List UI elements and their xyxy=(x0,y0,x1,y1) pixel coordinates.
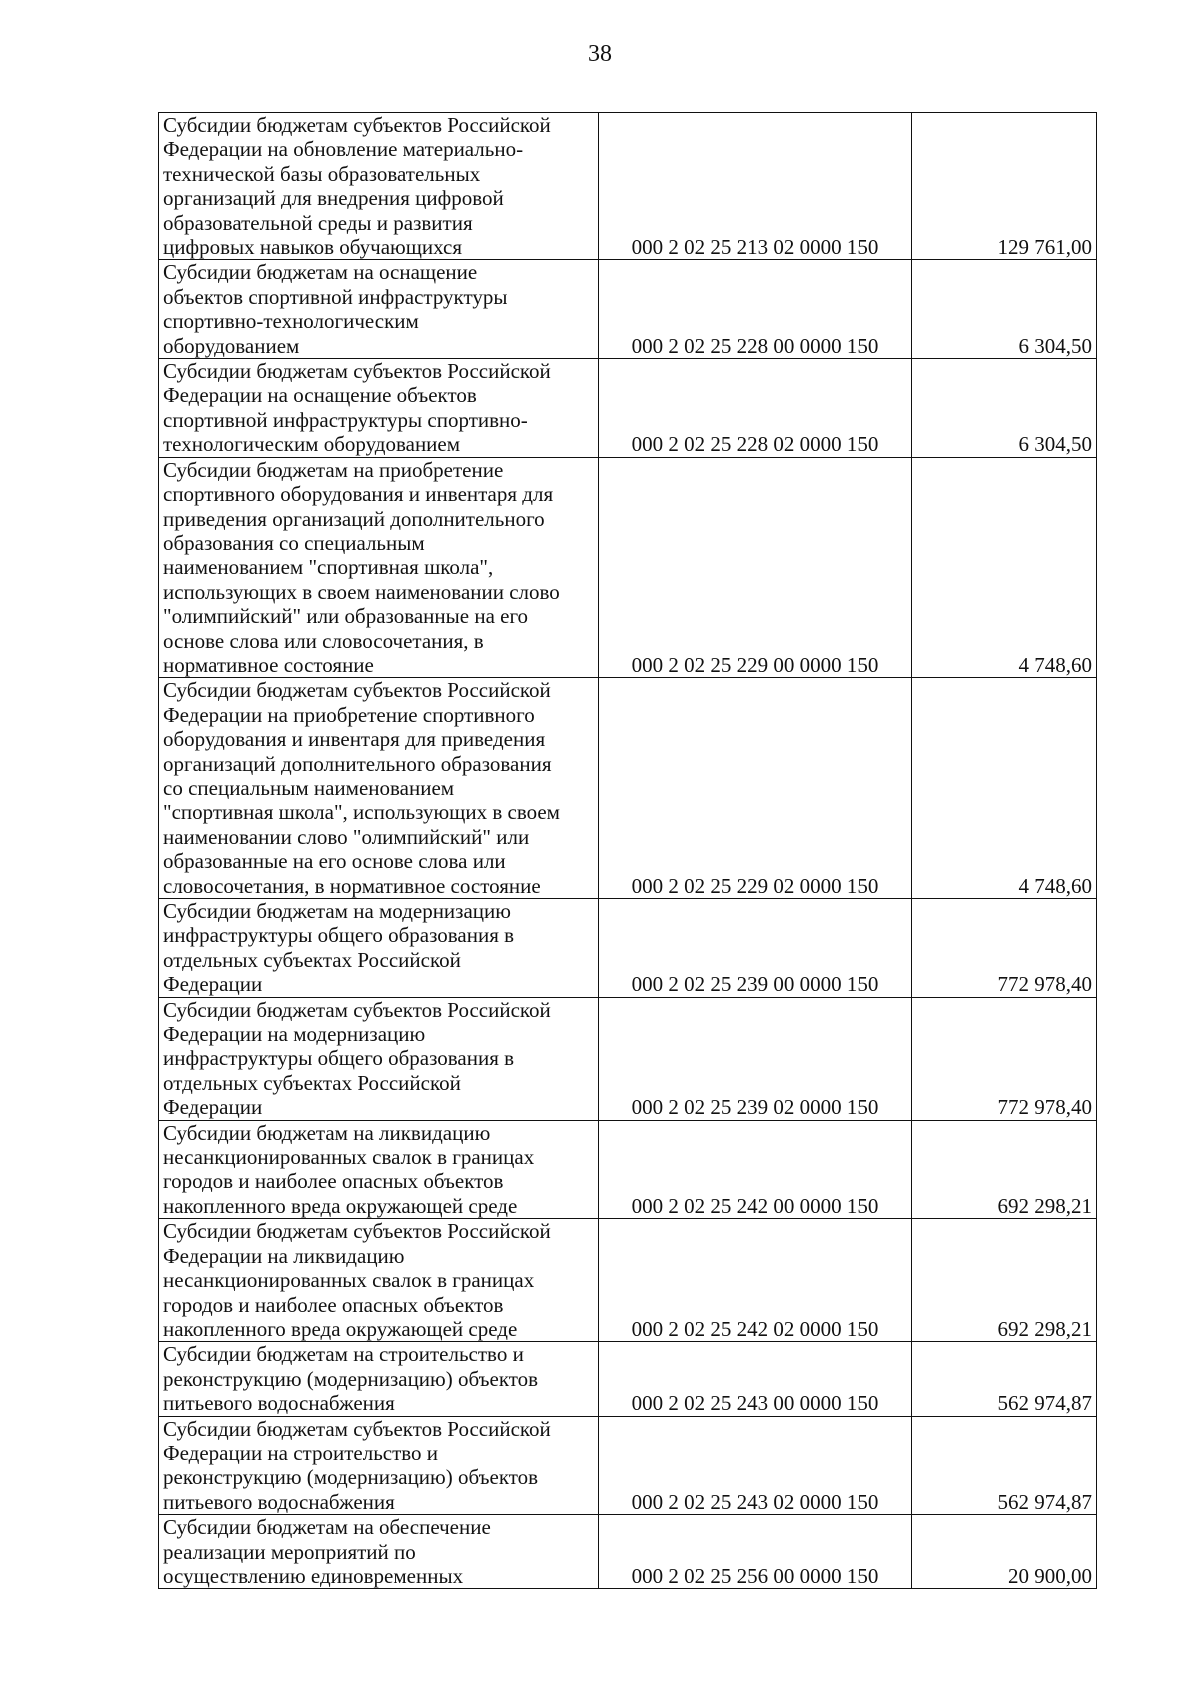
description-line: Субсидии бюджетам на оснащение xyxy=(163,260,478,285)
description-line: организаций для внедрения цифровой xyxy=(163,186,504,211)
description-line: Субсидии бюджетам субъектов Российской xyxy=(163,678,551,703)
description-line: спортивной инфраструктуры спортивно- xyxy=(163,407,528,432)
description-line: организаций дополнительного образования xyxy=(163,751,552,776)
description-line: Субсидии бюджетам субъектов Российской xyxy=(163,1416,551,1441)
description-line: Субсидии бюджетам на приобретение xyxy=(163,457,504,482)
description-line: Федерации xyxy=(163,1095,263,1120)
description-line: инфраструктуры общего образования в xyxy=(163,923,515,948)
description-line: реконструкцию (модернизацию) объектов xyxy=(163,1465,539,1490)
description-line: питьевого водоснабжения xyxy=(163,1489,395,1514)
table-row xyxy=(159,359,1097,458)
description-line: городов и наиболее опасных объектов xyxy=(163,1292,504,1317)
income-description-cell xyxy=(159,457,599,678)
description-line: накопленного вреда окружающей среде xyxy=(163,1316,518,1341)
description-line: наименованием "спортивная школа", xyxy=(163,555,494,580)
budget-code-cell: 000 2 02 25 256 00 0000 150 xyxy=(599,1515,912,1589)
description-line: Субсидии бюджетам на обеспечение xyxy=(163,1515,491,1540)
income-description-cell xyxy=(159,113,599,260)
amount-cell: 129 761,00 xyxy=(912,113,1097,260)
budget-code-cell: 000 2 02 25 239 00 0000 150 xyxy=(599,899,912,998)
description-line: осуществлению единовременных xyxy=(163,1563,464,1588)
description-line: Федерации на модернизацию xyxy=(163,1022,426,1047)
budget-code-cell: 000 2 02 25 243 00 0000 150 xyxy=(599,1342,912,1416)
amount-cell: 6 304,50 xyxy=(912,359,1097,458)
description-line: использующих в своем наименовании слово xyxy=(163,579,560,604)
budget-code-cell: 000 2 02 25 243 02 0000 150 xyxy=(599,1416,912,1515)
description-line: Федерации на приобретение спортивного xyxy=(163,702,535,727)
budget-code-cell: 000 2 02 25 242 02 0000 150 xyxy=(599,1219,912,1342)
amount-cell: 692 298,21 xyxy=(912,1120,1097,1219)
description-line: несанкционированных свалок в границах xyxy=(163,1145,535,1170)
amount-cell: 692 298,21 xyxy=(912,1219,1097,1342)
amount-cell: 772 978,40 xyxy=(912,899,1097,998)
table-row xyxy=(159,457,1097,678)
income-description-cell xyxy=(159,1416,599,1515)
income-description-cell xyxy=(159,1515,599,1589)
table-row xyxy=(159,1515,1097,1589)
amount-cell: 772 978,40 xyxy=(912,997,1097,1120)
description-line: Субсидии бюджетам субъектов Российской xyxy=(163,997,551,1022)
page-number: 38 xyxy=(588,41,612,67)
description-line: отдельных субъектах Российской xyxy=(163,947,461,972)
table-row xyxy=(159,899,1097,998)
income-description-cell xyxy=(159,899,599,998)
description-line: технической базы образовательных xyxy=(163,161,481,186)
description-line: объектов спортивной инфраструктуры xyxy=(163,284,508,309)
description-line: реконструкцию (модернизацию) объектов xyxy=(163,1366,539,1391)
description-line: "спортивная школа", использующих в своем xyxy=(163,800,560,825)
budget-code-cell: 000 2 02 25 228 02 0000 150 xyxy=(599,359,912,458)
description-line: нормативное состояние xyxy=(163,652,374,677)
budget-code-cell: 000 2 02 25 239 02 0000 150 xyxy=(599,997,912,1120)
table-row xyxy=(159,678,1097,899)
description-line: накопленного вреда окружающей среде xyxy=(163,1193,518,1218)
budget-code-cell: 000 2 02 25 242 00 0000 150 xyxy=(599,1120,912,1219)
description-line: Субсидии бюджетам на ликвидацию xyxy=(163,1120,491,1145)
description-line: образованные на его основе слова или xyxy=(163,849,506,874)
budget-code-cell: 000 2 02 25 213 02 0000 150 xyxy=(599,113,912,260)
description-line: оборудования и инвентаря для приведения xyxy=(163,727,546,752)
budget-code-cell: 000 2 02 25 229 02 0000 150 xyxy=(599,678,912,899)
budget-table xyxy=(158,112,1097,1589)
income-description-cell xyxy=(159,678,599,899)
income-description-cell xyxy=(159,1120,599,1219)
description-line: приведения организаций дополнительного xyxy=(163,506,545,531)
income-description-cell xyxy=(159,260,599,359)
table-row xyxy=(159,1120,1097,1219)
table-row xyxy=(159,113,1097,260)
description-line: Федерации на строительство и xyxy=(163,1440,439,1465)
description-line: Субсидии бюджетам субъектов Российской xyxy=(163,113,551,137)
description-line: инфраструктуры общего образования в xyxy=(163,1046,515,1071)
description-line: Субсидии бюджетам на строительство и xyxy=(163,1342,524,1367)
description-line: спортивно-технологическим xyxy=(163,309,419,334)
description-line: Субсидии бюджетам субъектов Российской xyxy=(163,359,551,384)
table-row xyxy=(159,260,1097,359)
table-row xyxy=(159,1342,1097,1416)
table-row xyxy=(159,1416,1097,1515)
description-line: образовательной среды и развития xyxy=(163,210,473,235)
description-line: питьевого водоснабжения xyxy=(163,1391,395,1416)
description-line: Федерации на оснащение объектов xyxy=(163,383,477,408)
description-line: Федерации на ликвидацию xyxy=(163,1243,405,1268)
table-row xyxy=(159,997,1097,1120)
description-line: отдельных субъектах Российской xyxy=(163,1070,461,1095)
amount-cell: 4 748,60 xyxy=(912,678,1097,899)
description-line: Федерации xyxy=(163,972,263,997)
description-line: оборудованием xyxy=(163,333,300,358)
description-line: основе слова или словосочетания, в xyxy=(163,628,484,653)
description-line: "олимпийский" или образованные на его xyxy=(163,604,529,629)
description-line: технологическим оборудованием xyxy=(163,432,461,457)
description-line: словосочетания, в нормативное состояние xyxy=(163,873,541,898)
budget-table-body xyxy=(159,113,1097,1589)
budget-code-cell: 000 2 02 25 228 00 0000 150 xyxy=(599,260,912,359)
description-line: городов и наиболее опасных объектов xyxy=(163,1169,504,1194)
income-description-cell xyxy=(159,1219,599,1342)
amount-cell: 562 974,87 xyxy=(912,1342,1097,1416)
description-line: Субсидии бюджетам субъектов Российской xyxy=(163,1219,551,1244)
income-description-cell xyxy=(159,1342,599,1416)
income-description-cell xyxy=(159,359,599,458)
description-line: несанкционированных свалок в границах xyxy=(163,1268,535,1293)
description-line: Федерации на обновление материально- xyxy=(163,137,524,162)
income-description-cell xyxy=(159,997,599,1120)
description-line: со специальным наименованием xyxy=(163,775,455,800)
description-line: наименовании слово "олимпийский" или xyxy=(163,824,530,849)
amount-cell: 6 304,50 xyxy=(912,260,1097,359)
description-line: Субсидии бюджетам на модернизацию xyxy=(163,899,511,923)
amount-cell: 4 748,60 xyxy=(912,457,1097,678)
description-line: спортивного оборудования и инвентаря для xyxy=(163,482,554,507)
budget-code-cell: 000 2 02 25 229 00 0000 150 xyxy=(599,457,912,678)
amount-cell: 562 974,87 xyxy=(912,1416,1097,1515)
description-line: реализации мероприятий по xyxy=(163,1539,416,1564)
description-line: цифровых навыков обучающихся xyxy=(163,235,462,260)
table-row xyxy=(159,1219,1097,1342)
description-line: образования со специальным xyxy=(163,530,425,555)
amount-cell: 20 900,00 xyxy=(912,1515,1097,1589)
